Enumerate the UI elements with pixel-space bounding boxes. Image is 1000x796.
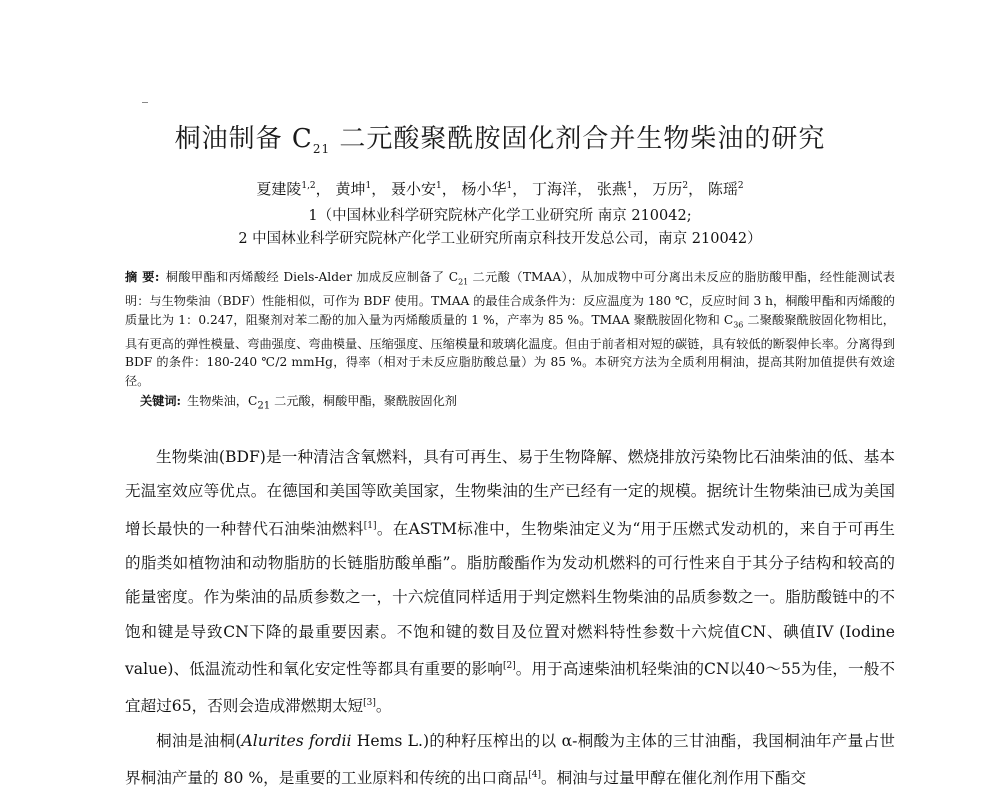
author-name: 夏建陵 (256, 180, 302, 198)
author-name: 黄坤 (335, 180, 366, 198)
author-affiliation-mark: 1 (506, 181, 513, 191)
author-name: 聂小安 (390, 180, 436, 198)
keywords: 关键词: 生物柴油，$C_{21}$ 二元酸，桐酸甲酯，聚酰胺固化剂 (140, 394, 457, 412)
citation: [3] (363, 698, 376, 709)
author-list: 夏建陵$^{1,2}$， 黄坤$^1$， 聂小安$^1$， 杨小华$^1$， 丁海洋， 张燕$^1$， 万历$^2$， 陈瑶$^2$ (256, 180, 744, 198)
author-name: 陈瑶 (707, 180, 738, 198)
abstract: 摘 要: 桐酸甲酯和丙烯酸经 Diels-Alder 加成反应制备了 $C_{21}$ 二元酸（TMAA），从加成物中可分离出未反应的脂肪酸甲酯，经性能测试表明：与生物柴油（BDF）性能相似，可作为 BDF 使用。TMAA 的最佳合成条件为：反应温度为 180 ℃，反应时间 3 h，桐酸甲酯和丙烯酸的质量比为 1：0.247，阻聚剂对苯二酚的加入量为丙烯酸质量的 1 %，产率为 85 %。TMAA 聚酰胺固化物和 $C_{36}$ 二聚酸聚酰胺固化物相比，具有更高的弹性模量、弯曲强度、弯曲模量、压缩强度、压缩模量和玻璃化温度。但由于前者相对短的碳链，具有较低的断裂伸长率。分离得到 BDF 的条件：180-240 ℃/2 mmHg，得率（相对于未反应脂肪酸总量）为 85 %。本研究方法为全质利用桐油，提高其附加值提供有效途径。 (125, 270, 895, 388)
author-affiliation-mark: 1,2 (301, 181, 316, 191)
author-name: 丁海洋 (532, 180, 578, 198)
author-affiliation-mark: 2 (682, 181, 689, 191)
paragraph-1: 生物柴油(BDF)是一种清洁含氧燃料，具有可再生、易于生物降解、燃烧排放污染物比石油柴油的低、基本无温室效应等优点。在德国和美国等欧美国家，生物柴油的生产已经有一定的规模。据统计生物柴油已成为美国增长最快的一种替代石油柴油燃料[1]。在ASTM标准中，生物柴油定义为“用于压燃式发动机的，来自于可再生的脂类如植物油和动物脂肪的长链脂肪酸单酯”。脂肪酸酯作为发动机燃料的可行性来自于其分子结构和较高的能量密度。作为柴油的品质参数之一，十六烷值同样适用于判定燃料生物柴油的品质参数之一。脂肪酸链中的不饱和键是导致CN下降的最重要因素。不饱和键的数目及位置对燃料特性参数十六烷值CN、碘值IV (Iodine value)、低温流动性和氧化安定性等都具有重要的影响[2]。用于高速柴油机轻柴油的CN以40～55为佳，一般不宜超过65，否则会造成滞燃期太短[3]。 (125, 448, 895, 716)
author-affiliation-mark: 1 (626, 181, 633, 191)
body-text (125, 440, 895, 796)
citation: [2] (502, 660, 516, 671)
paragraph-2: 桐油是油桐(Alurites fordii Hems L.)的种籽压榨出的以 α-桐酸为主体的三甘油酯，我国桐油年产量占世界桐油产量的 80 %，是重要的工业原料和传统的出口商品[4]。桐油与过量甲醇在催化剂作用下酯交 (125, 731, 895, 788)
abstract-label: 摘 要: (125, 270, 160, 284)
author-name: 杨小华 (461, 180, 507, 198)
paper-title: 桐油制备 $C_{21}$ 二元酸聚酰胺固化剂合并生物柴油的研究 (174, 124, 826, 157)
author-affiliation-mark: 1 (365, 181, 372, 191)
author-name: 张燕 (596, 180, 627, 198)
author-affiliation-mark: 1 (436, 181, 442, 191)
author-name: 万历 (652, 180, 683, 198)
scan-mark (142, 102, 148, 103)
affiliation-2: 2 中国林业科学研究院林产化学工业研究所南京科技开发总公司，南京 210042） (238, 231, 762, 247)
author-affiliation-mark: 2 (737, 181, 744, 191)
citation: [1] (363, 520, 377, 531)
citation: [4] (528, 770, 541, 781)
keywords-label: 关键词: (140, 394, 182, 408)
affiliation-1: 1（中国林业科学研究院林产化学工业研究所 南京 210042; (308, 208, 692, 224)
